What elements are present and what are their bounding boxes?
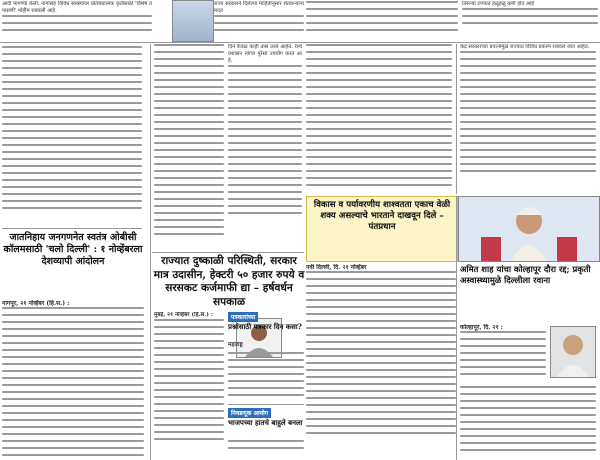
top-strip-col4 (306, 1, 458, 41)
left-column (0, 44, 150, 460)
nivadnuk-tag: निवडणूक आयोग (228, 408, 271, 418)
top-strip-col1 (2, 1, 152, 41)
top-strip-col3-text: राज्य सरकारने दिलेल्या माहितीनुसार शेतकऱ्यांना मदत (214, 1, 304, 14)
shah-story (458, 262, 598, 460)
patrakar-subline: महाराष्ट्र (228, 342, 243, 348)
left-column-dateline: नागपूर, २१ नोव्हेंबर (हि.स.) : (2, 300, 70, 307)
center-mid (304, 44, 454, 194)
shah-photo-illustration (551, 327, 595, 377)
pm-photo-illustration (459, 197, 599, 261)
top-photo-1 (172, 0, 214, 42)
left-column-headline: जातनिहाय जनगणनेत स्वतंत्र ओबीसी कॉलमसाठी 'चलो दिल्ली' : १ नोव्हेंबरला देशव्यापी आंदोलन (3, 232, 143, 267)
pm-story-headline: विकास व पर्यावरणीय शाश्वतता एकाच वेळी शक्य असल्याचे भारताने दाखवून दिले – पंतप्रधान (313, 200, 451, 232)
top-strip-col5 (462, 1, 598, 41)
patrakar-headline: प्रश्नांसाठी पत्रकार दिन कसा? (228, 322, 302, 331)
right-top (458, 44, 598, 194)
top-strip-col3 (214, 1, 304, 41)
shah-photo (550, 326, 596, 378)
top-strip-col5-text: तिसऱ्या टप्प्यात हळूहळू कमी होत आहे (462, 1, 535, 7)
pm-photo (458, 196, 600, 262)
pm-story-dateline: नवी दिल्ली, दि. २१ नोव्हेंबर (306, 264, 367, 271)
main-story-headline: राज्यात दुष्काळी परिस्थिती, सरकार मात्र उदासीन, हेक्टरी ५० हजार रुपये व सरसकट कर्जमाफी द्या – हर्षवर्धन सपकाळ (153, 255, 305, 308)
shah-story-dateline: कोल्हापूर, दि. २१ : (460, 324, 503, 331)
top-strip-col1-text: आदी मागण्या केली. नागांसंह विविध समस्यांवर प्रतिबंधात्मक कृतीसाठी 'विशेष तपासणी' मोहीम राबवली आहे. (2, 1, 152, 14)
center-left (152, 44, 304, 252)
main-story-dateline: मुंबई, २१ नोव्हेंबर (हि.स.) : (154, 312, 213, 318)
nivadnuk-headline: भाजपच्या हातचे बाहुले बनला (228, 418, 303, 427)
pm-story-box (306, 196, 458, 262)
patrakar-tag: पत्रकारांच्या (228, 312, 258, 322)
center-left-box-text: दिन केवळ काही तास उरले आहेत. रेल्वे प्रशासन त्याचा पुरेसा उपयोग करत आहे. (228, 44, 302, 64)
shah-story-headline: अमित शाह यांचा कोल्हापूर दौरा रद्द; प्रकृती अस्वास्थ्यामुळे दिल्लीला रवाना (460, 264, 591, 285)
patrakar-box (228, 312, 304, 460)
right-top-text: केंद्र सरकारच्या प्रयत्नांमुळे राज्यात विविध प्रकल्प राबवले जात आहेत. (460, 44, 590, 50)
pm-story-body (306, 264, 456, 458)
